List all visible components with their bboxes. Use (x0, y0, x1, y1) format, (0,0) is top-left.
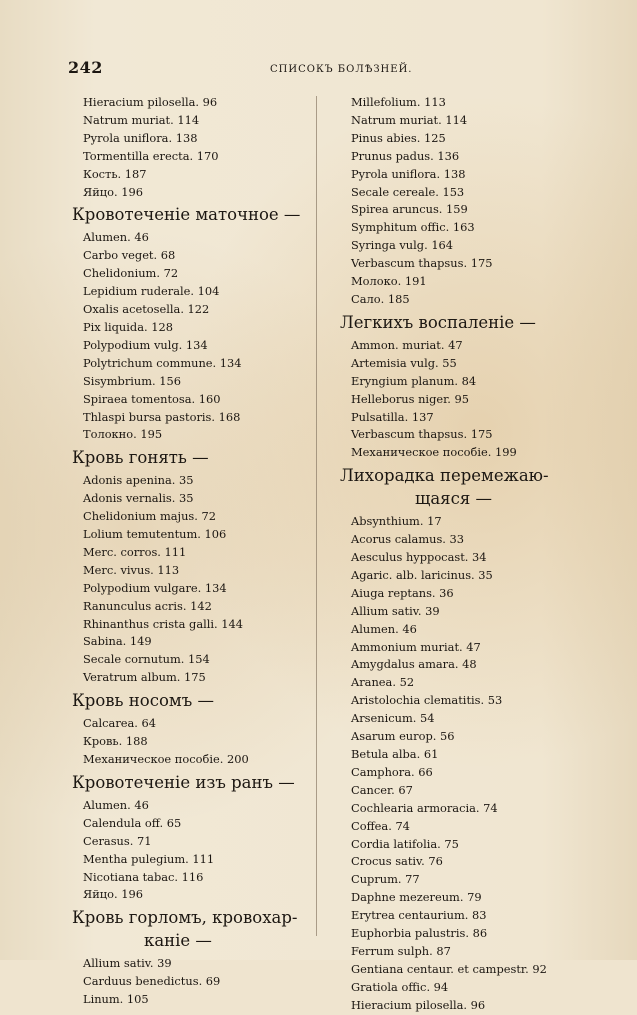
entry-list (72, 955, 310, 1009)
index-entry: Rhinanthus crista galli. 144 (83, 616, 244, 631)
section-heading: Лихорадка перемежаю- (340, 466, 549, 486)
index-entry: Chelidonium majus. 72 (83, 509, 217, 524)
section-heading: Кровотеченіе маточное — (72, 205, 301, 225)
index-entry: Hieracium pilosella. 96 (83, 95, 218, 109)
index-entry: Prunus padus. 136 (351, 148, 460, 163)
index-entry: Linum. 105 (83, 992, 149, 1007)
index-entry: Толокно. 195 (83, 427, 163, 442)
index-entry: Яйцо. 196 (83, 887, 143, 902)
section-heading-continuation: каніе — (144, 931, 212, 951)
index-entry: Ranunculus acris. 142 (83, 598, 212, 613)
index-entry: Eryngium planum. 84 (351, 373, 477, 388)
index-entry: Механическое пособіе. 200 (83, 752, 249, 766)
index-entry: Adonis vernalis. 35 (83, 491, 194, 506)
index-entry: Allium sativ. 39 (83, 956, 172, 971)
index-entry: Agaric. alb. laricinus. 35 (351, 567, 493, 582)
index-entry: Молоко. 191 (351, 274, 427, 289)
index-entry: Cordia latifolia. 75 (351, 836, 459, 851)
left-column (72, 94, 310, 1009)
index-entry: Pix liquida. 128 (83, 319, 173, 334)
entry-list (340, 94, 590, 309)
index-entry: Calendula off. 65 (83, 815, 182, 830)
index-entry: Кровь. 188 (83, 734, 148, 749)
index-entry: Erytrea centaurium. 83 (351, 908, 487, 923)
index-entry: Euphorbia palustris. 86 (351, 926, 488, 941)
index-entry: Lolium temutentum. 106 (83, 527, 227, 542)
index-entry: Яйцо. 196 (83, 184, 143, 199)
index-entry: Polypodium vulgare. 134 (83, 580, 227, 595)
index-entry: Symphitum offic. 163 (351, 220, 475, 235)
column-divider (316, 96, 317, 936)
index-entry: Secale cornutum. 154 (83, 652, 210, 667)
index-entry: Ammon. muriat. 47 (351, 337, 463, 352)
index-entry: Cerasus. 71 (83, 833, 152, 848)
index-entry: Spiraea tomentosa. 160 (83, 391, 221, 406)
index-entry: Daphne mezereum. 79 (351, 890, 482, 905)
index-entry: Ferrum sulph. 87 (351, 943, 451, 958)
index-entry: Carbo veget. 68 (83, 248, 176, 263)
index-entry: Pyrola uniflora. 138 (351, 166, 466, 181)
index-entry: Syringa vulg. 164 (351, 238, 454, 253)
running-title: СПИСОКЪ БОЛѢЗНЕЙ. (270, 64, 413, 75)
entry-list (72, 229, 310, 444)
index-entry: Mentha pulegium. 111 (83, 851, 215, 866)
index-entry: Alumen. 46 (83, 230, 149, 245)
index-entry: Cancer. 67 (351, 782, 413, 797)
index-entry: Spirea aruncus. 159 (351, 202, 468, 217)
index-entry: Calcarea. 64 (83, 716, 157, 731)
index-entry: Gentiana centaur. et campestr. 92 (351, 961, 547, 976)
index-entry: Oxalis acetosella. 122 (83, 302, 210, 317)
index-entry: Alumen. 46 (83, 797, 149, 812)
index-entry: Helleborus niger. 95 (351, 391, 470, 406)
entry-list (72, 472, 310, 687)
index-entry: Sabina. 149 (83, 634, 152, 649)
index-entry: Arsenicum. 54 (351, 711, 435, 726)
index-entry: Coffea. 74 (351, 818, 410, 833)
section-heading-continuation: щаяся — (415, 489, 492, 509)
index-entry: Tormentilla erecta. 170 (83, 148, 219, 163)
section-heading: Кровь горломъ, кровохар- (72, 908, 298, 928)
index-entry: Lepidium ruderale. 104 (83, 284, 220, 299)
index-entry: Natrum muriat. 114 (83, 112, 200, 127)
index-entry: Acorus calamus. 33 (351, 532, 465, 547)
index-entry: Millefolium. 113 (351, 95, 446, 109)
entry-list (340, 337, 590, 462)
index-entry: Aristolochia clematitis. 53 (351, 693, 503, 708)
index-entry: Hieracium pilosella. 96 (351, 997, 486, 1012)
index-entry: Pulsatilla. 137 (351, 409, 434, 424)
section-heading: Кровотеченіе изъ ранъ — (72, 772, 295, 792)
index-entry: Chelidonium. 72 (83, 266, 179, 281)
index-entry: Secale cereale. 153 (351, 184, 465, 199)
index-entry: Sisymbrium. 156 (83, 373, 182, 388)
index-entry: Nicotiana tabac. 116 (83, 869, 204, 884)
index-entry: Pyrola uniflora. 138 (83, 130, 198, 145)
index-entry: Absynthium. 17 (351, 514, 442, 529)
section-heading: Кровь гонять — (72, 448, 209, 468)
index-entry: Механическое пособіе. 199 (351, 445, 517, 460)
index-entry: Carduus benedictus. 69 (83, 974, 221, 989)
index-entry: Thlaspi bursa pastoris. 168 (83, 409, 241, 424)
index-entry: Aranea. 52 (351, 675, 415, 690)
index-entry: Gratiola offic. 94 (351, 979, 449, 994)
index-entry: Aesculus hyppocast. 34 (351, 550, 487, 565)
section-heading: Легкихъ воспаленіе — (340, 312, 536, 332)
index-entry: Polytrichum commune. 134 (83, 355, 242, 370)
index-entry: Allium sativ. 39 (351, 603, 440, 618)
index-entry: Cochlearia armoracia. 74 (351, 800, 498, 815)
entry-list (72, 797, 310, 904)
index-entry: Pinus abies. 125 (351, 130, 446, 145)
index-entry: Verbascum thapsus. 175 (351, 427, 493, 442)
index-entry: Betula alba. 61 (351, 747, 439, 761)
index-entry: Natrum muriat. 114 (351, 112, 468, 127)
index-entry: Merc. corros. 111 (83, 544, 187, 559)
page-number: 242 (68, 58, 103, 77)
entry-list (72, 94, 310, 201)
right-column (340, 94, 590, 1015)
index-entry: Artemisia vulg. 55 (351, 355, 457, 370)
index-entry: Polypodium vulg. 134 (83, 337, 208, 352)
index-entry: Cuprum. 77 (351, 872, 420, 887)
index-entry: Ammonium muriat. 47 (351, 639, 481, 654)
index-entry: Кость. 187 (83, 166, 147, 181)
index-entry: Alumen. 46 (351, 621, 417, 636)
index-entry: Camphora. 66 (351, 764, 433, 779)
index-entry: Amygdalus amara. 48 (351, 657, 477, 672)
index-entry: Merc. vivus. 113 (83, 562, 180, 577)
index-entry: Verbascum thapsus. 175 (351, 256, 493, 271)
index-entry: Asarum europ. 56 (351, 729, 455, 744)
entry-list (72, 715, 310, 769)
index-entry: Сало. 185 (351, 291, 410, 306)
index-entry: Aiuga reptans. 36 (351, 585, 454, 600)
index-entry: Veratrum album. 175 (83, 670, 206, 685)
index-entry: Adonis apenina. 35 (83, 473, 194, 488)
index-entry: Crocus sativ. 76 (351, 854, 443, 869)
entry-list (340, 513, 590, 1014)
section-heading: Кровь носомъ — (72, 691, 214, 711)
